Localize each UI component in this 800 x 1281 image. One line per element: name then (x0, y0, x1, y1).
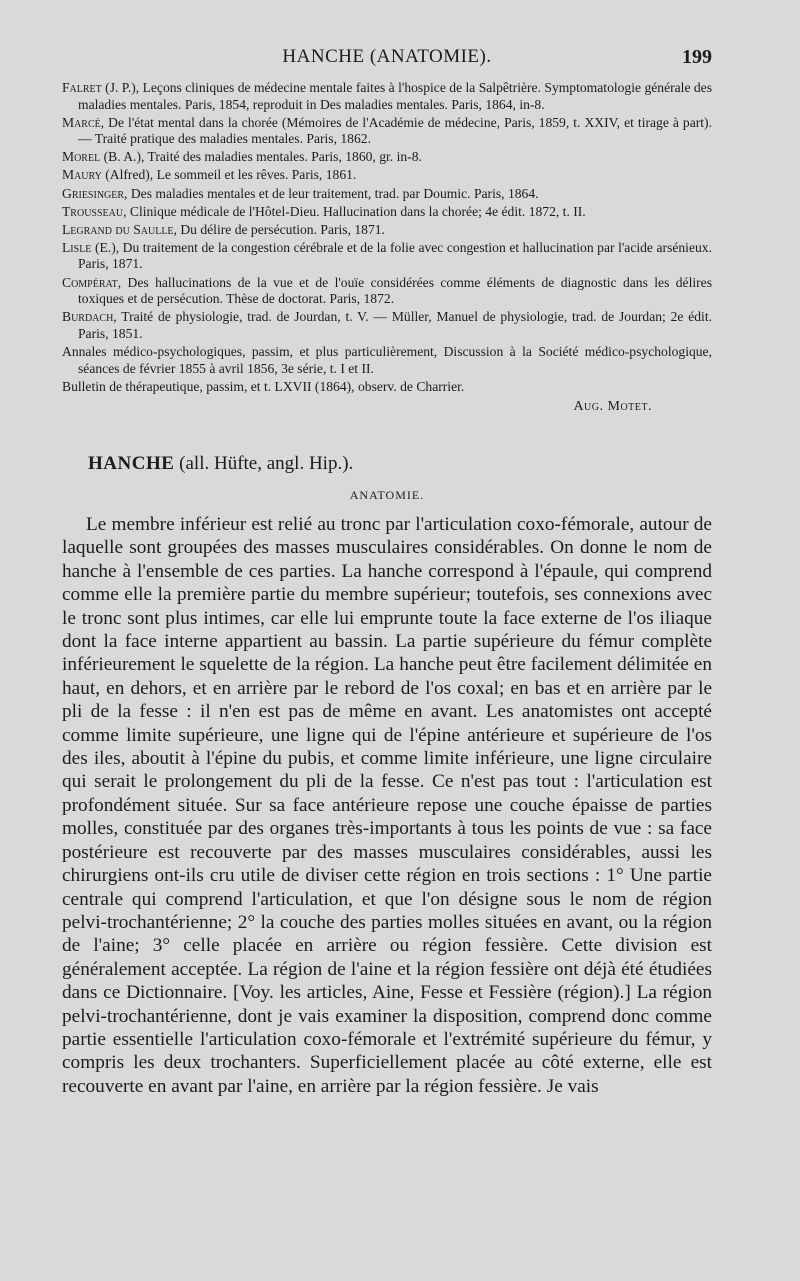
bibliography-entry (62, 275, 712, 308)
bibliography-text: , Traité de physiologie, trad. de Jourdan, t. V. — Müller, Manuel de physiologie, trad. de Jourdan; 2e édit. Paris, 1851. (78, 309, 712, 341)
bibliography-entry (62, 204, 712, 221)
bibliography-text: (J. P.), Leçons cliniques de médecine mentale faites à l'hospice de la Salpêtrière. Symptomatologie générale des maladies mentales. Paris, 1854, reproduit in Des maladies mentales. Paris, 1864, in-8. (78, 80, 712, 112)
running-header (62, 46, 712, 74)
bibliography-entry (62, 167, 712, 184)
bibliography-text: , Clinique médicale de l'Hôtel-Dieu. Hallucination dans la chorée; 4e édit. 1872, t. II. (123, 203, 586, 219)
bibliography-text: , De l'état mental dans la chorée (Mémoires de l'Académie de médecine, Paris, 1859, t. XXIV, et tirage à part). — Traité pratique des maladies mentales. Paris, 1862. (78, 114, 712, 147)
bibliography-entry (62, 309, 712, 342)
bibliography-author: Compérat (62, 274, 118, 290)
bibliography-text: Annales médico-psychologiques, passim, et plus particulièrement, Discussion à la Société médico-psychologique, séances de février 1855 à avril 1856, 3e série, t. I et II. (62, 343, 712, 376)
bibliography (62, 80, 712, 416)
bibliography-author: Trousseau (62, 203, 124, 219)
author-signature: Aug. Motet. (573, 399, 652, 415)
bibliography-text: (Alfred), Le sommeil et les rêves. Paris, 1861. (101, 167, 357, 183)
article-headword-translations: (all. Hüfte, angl. Hip.). (174, 453, 354, 474)
bibliography-text: , Des hallucinations de la vue et de l'ouïe considérées comme éléments de diagnostic dans les délires toxiques et de persécution. Thèse de doctorat. Paris, 1872. (78, 274, 712, 307)
page-number: 199 (682, 46, 712, 68)
bibliography-author: Legrand du Saulle (62, 221, 174, 237)
bibliography-author: Morel (62, 149, 101, 165)
article-headword: HANCHE (88, 453, 175, 474)
article-headword-line (88, 453, 712, 475)
running-title: HANCHE (ANATOMIE). (282, 46, 492, 67)
bibliography-text: , Des maladies mentales et de leur traitement, trad. par Doumic. Paris, 1864. (124, 185, 539, 201)
bibliography-text: Bulletin de thérapeutique, passim, et t. LXVII (1864), observ. de Charrier. (62, 378, 465, 394)
bibliography-entry (62, 344, 712, 377)
bibliography-author: Maury (62, 167, 102, 183)
bibliography-entry (62, 80, 712, 113)
section-heading: ANATOMIE. (349, 488, 425, 502)
bibliography-author: Griesinger (62, 185, 125, 201)
bibliography-author: Falret (62, 80, 102, 95)
bibliography-entry (62, 222, 712, 239)
bibliography-entry (62, 379, 712, 396)
bibliography-author: Marcé (62, 114, 101, 130)
bibliography-entry (62, 186, 712, 203)
article-body: Le membre inférieur est relié au tronc par l'articulation coxo-fémorale, autour de laquelle sont groupées des masses musculaires considérables. On donne le nom de hanche à l'ensemble de ces parties. La hanche correspond à l'épaule, qui comprend comme elle la première partie du membre supérieur; toutefois, ses connexions avec le tronc sont plus intimes, car elle lui emprunte toute la face externe de l'os iliaque dont la face interne appartient au bassin. La partie supérieure du fémur complète inférieurement le squelette de la région. La hanche peut être facilement délimitée en haut, en dehors, et en arrière par le rebord de l'os coxal; en bas et en arrière par le pli de la fesse : il n'en est pas de même en avant. Les anatomistes ont accepté comme limite supérieure, une ligne qui de l'épine antérieure et supérieure de l'os des iles, aboutit à l'épine du pubis, et comme limite inférieure, une ligne circulaire qui serait le prolongement du pli de la fesse. Ce n'est pas tout : l'articulation est profondément située. Sur sa face antérieure repose une couche épaisse de parties molles, constituée par des organes très-importants à tous les points de vue : sa face postérieure est recouverte par des masses musculaires considérables, aussi les chirurgiens ont-ils cru utile de diviser cette région en trois sections : 1° Une partie centrale qui comprend l'articulation, et que l'on désigne sous le nom de région pelvi-trochantérienne; 2° la couche des parties molles situées en avant, ou la région de l'aine; 3° celle placée en arrière ou région fessière. Cette division est généralement acceptée. La région de l'aine et la région fessière ont déjà été étudiées dans ce Dictionnaire. [Voy. les articles, Aine, Fesse et Fessière (région).] La région pelvi-trochantérienne, dont je vais examiner la disposition, comprend donc comme partie essentielle l'articulation coxo-fémorale et l'extrémité supérieure du fémur, y compris les deux trochanters. Superficiellement placée au côté externe, elle est recouverte en avant par l'aine, en arrière par la région fessière. Je vais (62, 514, 712, 1097)
bibliography-entry (62, 115, 712, 148)
bibliography-author: Lisle (62, 239, 92, 255)
bibliography-text: (E.), Du traitement de la congestion cérébrale et de la folie avec congestion et hallucination par l'acide arsénieux. Paris, 1871. (78, 239, 712, 272)
bibliography-author: Burdach (62, 309, 114, 325)
bibliography-text: , Du délire de persécution. Paris, 1871. (173, 221, 385, 237)
bibliography-entry (62, 240, 712, 273)
bibliography-entry (62, 149, 712, 166)
bibliography-text: (B. A.), Traité des maladies mentales. Paris, 1860, gr. in-8. (100, 149, 422, 165)
